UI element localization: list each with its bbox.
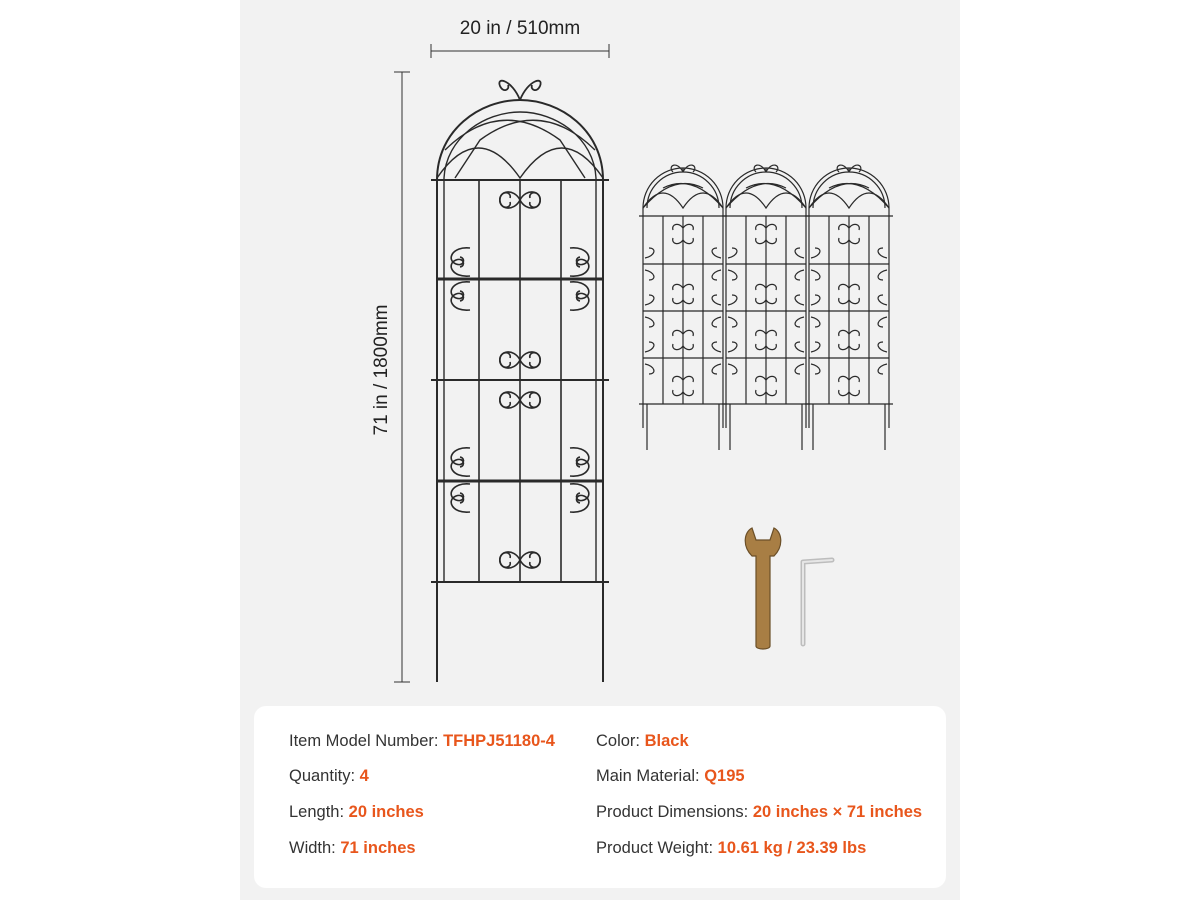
spec-label: Color: <box>596 732 645 750</box>
wrench-icon <box>745 528 781 649</box>
width-dimension-label: 20 in / 510mm <box>459 18 581 39</box>
spec-material <box>596 767 745 786</box>
spec-model-number <box>289 732 555 751</box>
spec-label: Main Material: <box>596 767 705 785</box>
spec-label: Length: <box>289 803 349 821</box>
spec-value: TFHPJ51180-4 <box>443 732 555 750</box>
spec-value: 10.61 kg / 23.39 lbs <box>717 839 867 857</box>
height-dimension-label: 71 in / 1800mm <box>371 304 392 436</box>
spec-label: Item Model Number: <box>289 732 444 750</box>
spec-value: 4 <box>359 767 369 785</box>
spec-card <box>254 706 946 888</box>
trellis-set-illustration <box>639 165 893 450</box>
spec-label: Width: <box>289 839 341 857</box>
spec-label: Quantity: <box>289 767 360 785</box>
spec-label: Product Dimensions: <box>596 803 753 821</box>
spec-quantity <box>289 767 369 786</box>
spec-value: 71 inches <box>340 839 416 857</box>
spec-value: Black <box>644 732 689 750</box>
spec-product-dimensions <box>596 803 922 822</box>
width-dimension-line <box>431 44 609 58</box>
spec-weight <box>596 839 866 858</box>
trellis-panel-illustration <box>431 81 609 682</box>
spec-width <box>289 839 416 858</box>
spec-value: Q195 <box>704 767 745 785</box>
height-dimension-line <box>394 72 410 682</box>
spec-length <box>289 803 424 822</box>
spec-value: 20 inches <box>348 803 424 821</box>
spec-label: Product Weight: <box>596 839 718 857</box>
spec-value: 20 inches × 71 inches <box>752 803 923 821</box>
spec-color <box>596 732 689 751</box>
hex-key-icon <box>803 560 832 644</box>
